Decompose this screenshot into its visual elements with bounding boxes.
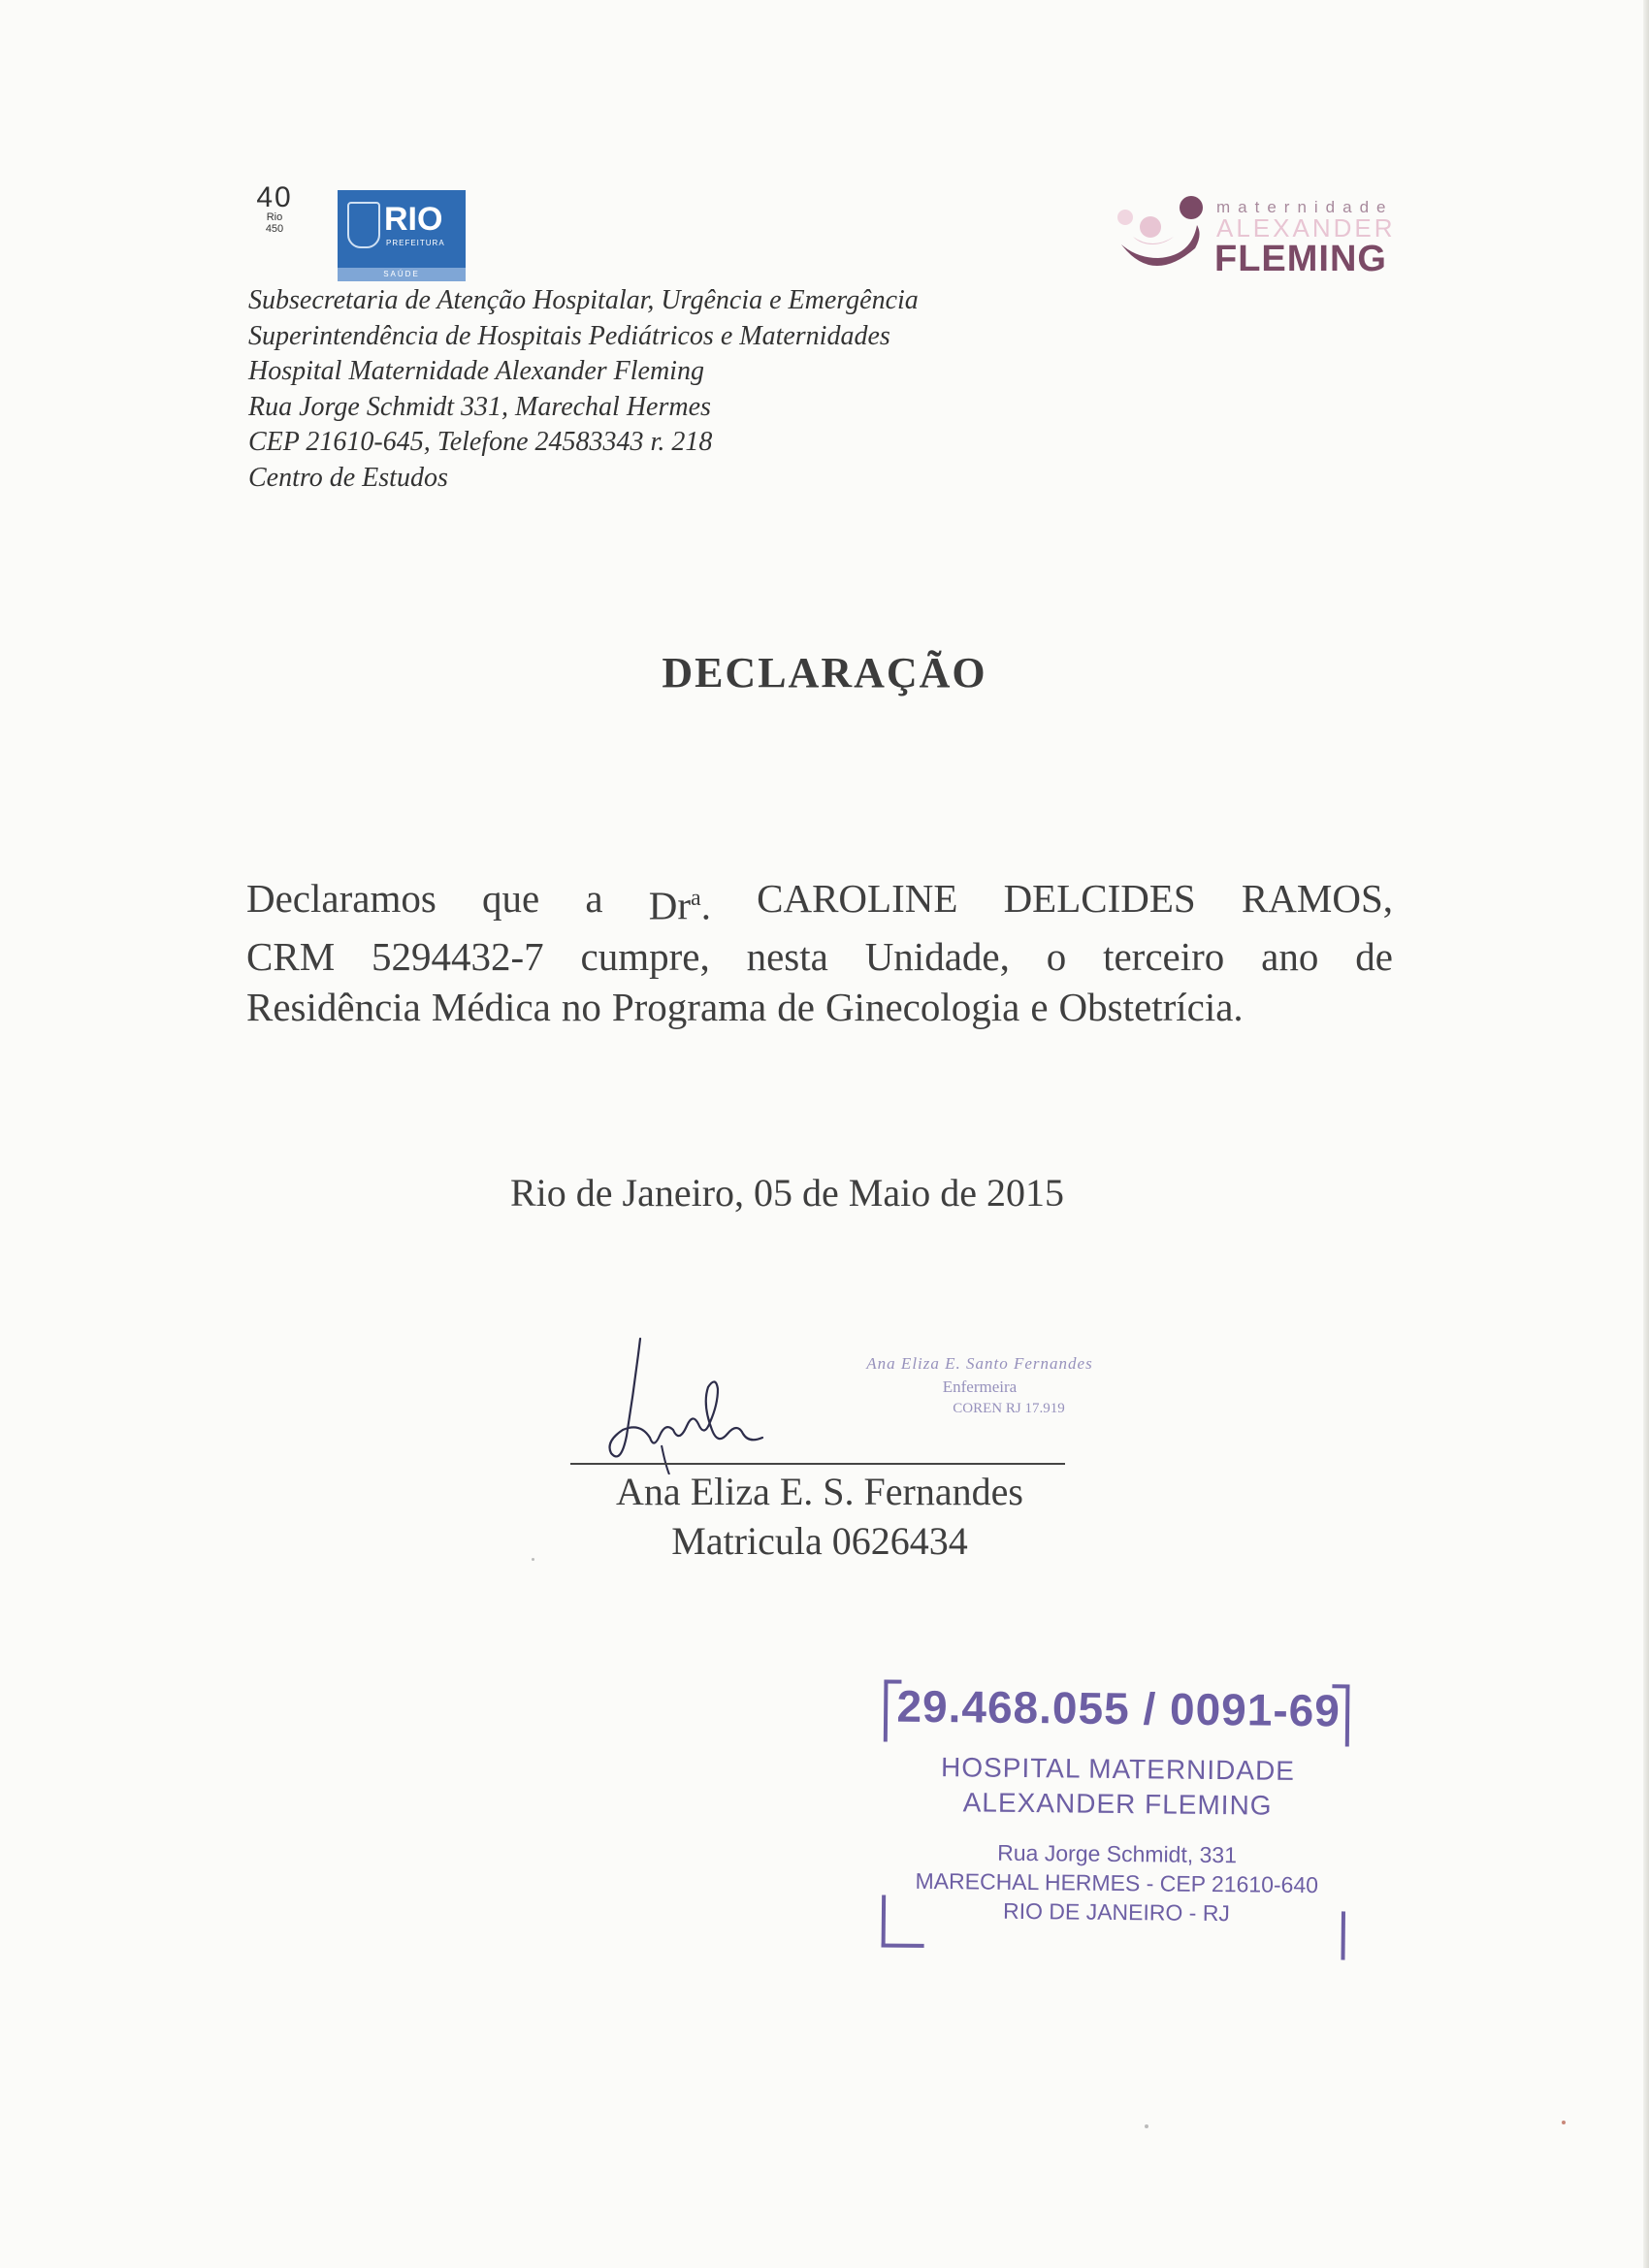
body-line-2 xyxy=(246,931,1393,982)
rio-logo-word: RIO xyxy=(384,201,443,238)
nurse-stamp xyxy=(805,1354,1154,1442)
body-line-1 xyxy=(246,873,1393,931)
body-word: . xyxy=(700,883,711,928)
body-word: de xyxy=(1355,933,1393,979)
declaration-body xyxy=(246,873,1393,1032)
rio450-caption: Rio xyxy=(266,211,283,223)
body-word: ano xyxy=(1261,933,1319,979)
city-crest-icon xyxy=(347,202,380,248)
body-word: de xyxy=(777,984,815,1029)
header-line: Superintendência de Hospitais Pediátricos e Maternidades xyxy=(248,320,890,351)
stamp-address-line2: MARECHAL HERMES - CEP 21610-640 xyxy=(915,1867,1319,1898)
fleming-logo-line3: FLEMING xyxy=(1214,239,1387,279)
header-line: Hospital Maternidade Alexander Fleming xyxy=(248,356,704,386)
scan-speck xyxy=(1562,2121,1566,2124)
rio-logo-prefeitura: PREFEITURA xyxy=(386,239,445,247)
body-word: que xyxy=(481,876,540,921)
signer-block xyxy=(0,1467,1649,1566)
stamp-name-line2: ALEXANDER FLEMING xyxy=(962,1787,1273,1821)
body-word: e xyxy=(1030,984,1049,1029)
scan-edge xyxy=(1643,0,1649,2268)
body-word: cumpre, xyxy=(580,933,710,979)
rio-450-logo xyxy=(250,181,299,281)
fleming-logo-line1: maternidade xyxy=(1216,198,1394,216)
rio450-number-bottom: 450 xyxy=(265,223,284,235)
body-word: Declaramos xyxy=(246,876,436,921)
stamp-bracket xyxy=(882,1895,925,1947)
body-word: CRM xyxy=(246,933,336,979)
body-word: no xyxy=(561,984,601,1029)
body-word: RAMOS, xyxy=(1241,876,1393,921)
rio-logo-saude: SAÚDE xyxy=(338,268,466,281)
body-word: Ginecologia xyxy=(824,984,1020,1029)
stamp-bracket xyxy=(1332,1684,1350,1746)
stamp-address-line1: Rua Jorge Schmidt, 331 xyxy=(997,1839,1238,1868)
mother-child-icon xyxy=(1114,190,1214,287)
body-word: Residência xyxy=(246,984,421,1029)
scan-speck xyxy=(532,1558,534,1561)
maternidade-fleming-logo xyxy=(1114,190,1405,297)
stamp-name-line1: HOSPITAL MATERNIDADE xyxy=(940,1752,1296,1786)
body-word: CAROLINE xyxy=(757,876,958,921)
stamp-bracket xyxy=(1339,1911,1345,1960)
body-word: Dr xyxy=(648,883,692,928)
body-word: Programa xyxy=(611,984,767,1029)
body-word: terceiro xyxy=(1103,933,1225,979)
fleming-logo-line2: ALEXANDER xyxy=(1216,213,1396,243)
scan-speck xyxy=(1145,2124,1148,2128)
body-word: Unidade, xyxy=(864,933,1010,979)
stamp-bracket xyxy=(884,1679,902,1741)
rio450-number-top: 40 xyxy=(256,181,293,213)
body-word: a xyxy=(585,876,603,921)
header-line: Centro de Estudos xyxy=(248,462,448,493)
body-word: 5294432-7 xyxy=(372,933,544,979)
body-word: DELCIDES xyxy=(1003,876,1196,921)
institution-header xyxy=(248,283,919,496)
header-line: Rua Jorge Schmidt 331, Marechal Hermes xyxy=(248,391,711,422)
institution-stamp xyxy=(883,1669,1351,1965)
body-line-3 xyxy=(246,982,1393,1032)
body-word-title xyxy=(649,873,711,931)
body-word: Médica xyxy=(431,984,551,1029)
superscript: a xyxy=(691,886,701,911)
header-line: Subsecretaria de Atenção Hospitalar, Urgência e Emergência xyxy=(248,285,919,315)
stamp-address-line3: RIO DE JANEIRO - RJ xyxy=(1002,1897,1231,1927)
body-word: o xyxy=(1046,933,1067,979)
header-line: CEP 21610-645, Telefone 24583343 r. 218 xyxy=(248,427,713,457)
nurse-stamp-role: Enfermeira xyxy=(942,1377,1018,1396)
body-word: nesta xyxy=(746,933,828,979)
document-title: DECLARAÇÃO xyxy=(662,649,987,697)
signature-line xyxy=(570,1463,1065,1465)
signer-registration: Matricula 0626434 xyxy=(671,1519,968,1563)
nurse-stamp-coren: COREN RJ 17.919 xyxy=(953,1401,1065,1416)
document-date: Rio de Janeiro, 05 de Maio de 2015 xyxy=(510,1171,1064,1215)
signer-name: Ana Eliza E. S. Fernandes xyxy=(616,1470,1023,1513)
body-word: Obstetrícia. xyxy=(1058,984,1244,1029)
prefeitura-rio-logo xyxy=(338,190,466,281)
nurse-stamp-name: Ana Eliza E. Santo Fernandes xyxy=(866,1354,1093,1373)
handwritten-signature xyxy=(572,1329,805,1474)
stamp-cnpj: 29.468.055 / 0091-69 xyxy=(896,1680,1342,1736)
